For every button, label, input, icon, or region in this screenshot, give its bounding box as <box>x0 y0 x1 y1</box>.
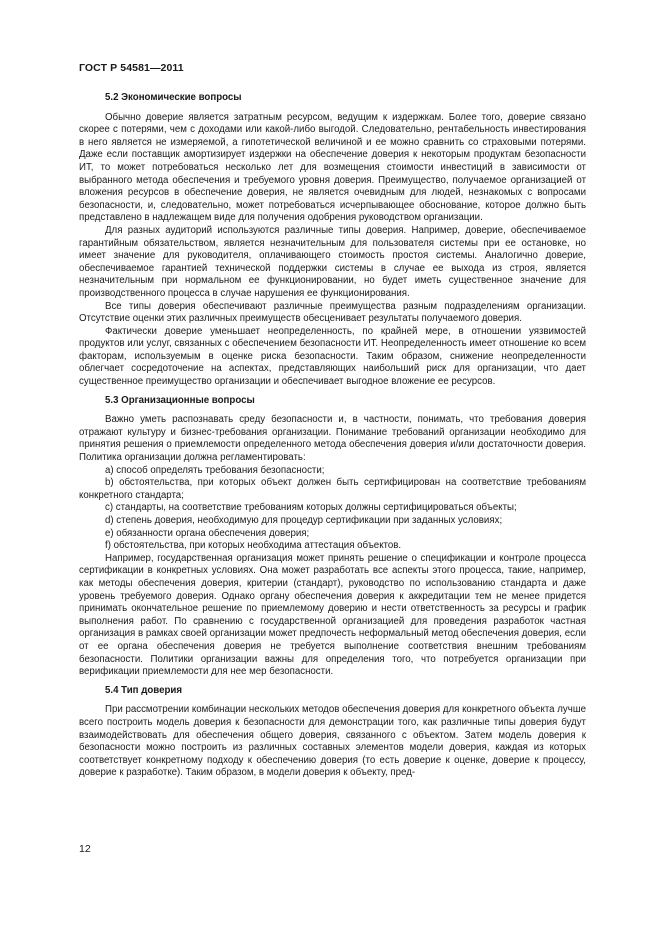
paragraph: Например, государственная организация может принять решение о спецификации и контроле процесса сертификации в конкретных условиях. Она может разработать все аспекты этого процесса, такие, например, как методы обеспечения доверия, критерии (стандарт), руководство по использованию стандарта и даже уровень требуемого доверия. Однако органу обеспечения доверия к аккредитации тем не менее придется принимать окончательное решение по приемлемому доверию и нести ответственность за ресурсы и график выполнения работ. По сравнению с государственной организацией для проведения разработок частная организация в рамках своей организации может предпочесть неформальный метод обеспечения доверия, если от ее органа обеспечения доверия не требуется выполнение соответствия внешним требованиям безопасности. Политики организации важны для определения того, что потребуется организации при верификации приемлемости для нее мер безопасности. <box>79 552 586 678</box>
paragraph: При рассмотрении комбинации нескольких методов обеспечения доверия для конкретного объекта лучше всего построить модель доверия к безопасности для демонстрации того, как различные типы доверия будут взаимодействовать для обеспечения общего доверия, связанного с объектом. Затем модель доверия к безопасности можно построить из различных составных элементов модели доверия, каждая из которых соответствует конкретному подходу к обеспечению доверия (то есть доверие к оценке, доверие к процессу, доверие к разработке). Таким образом, в модели доверия к объекту, пред- <box>79 704 586 779</box>
paragraph: Для разных аудиторий используются различные типы доверия. Например, доверие, обеспечиваемое гарантийным обязательством, является незначительным для пользователя системы при ее остановке, но имеет значение для руководителя, оплачивающего стоимость простоя системы. Аналогично доверие, обеспечиваемое гарантией технической поддержки системы в случае ее выхода из строя, является незначительным при нормальном ее функционировании, но будет иметь существенное значение для производственного процесса в случае нарушения ее функционирования. <box>79 224 586 299</box>
section-heading-5-2: 5.2 Экономические вопросы <box>105 92 242 103</box>
paragraph: Обычно доверие является затратным ресурсом, ведущим к издержкам. Более того, доверие связано скорее с потерями, чем с доходами или какой-либо выгодой. Следовательно, рентабельность инвестирования в него является не измеряемой, а гипотетической величиной и ее можно сравнить со страховыми потерями. Даже если поставщик амортизирует издержки на обеспечение доверия к некоторым продуктам безопасности ИТ, то может потребоваться несколько лет для возмещения стоимости инвестиций в зависимости от выбранного метода обеспечения и требуемого уровня доверия. Преимущество, получаемое организацией от вложения ресурсов в обеспечение доверия, не является очевидным для людей, незнакомых с вопросами безопасности, и, следовательно, может потребоваться исчерпывающее обоснование, которое должно быть представлено в надлежащем виде для получения одобрения руководством организации. <box>79 111 586 224</box>
paragraph: Фактически доверие уменьшает неопределенность, по крайней мере, в отношении уязвимостей продуктов или услуг, связанных с обеспечением безопасности ИТ. Неопределенность имеет отношение ко всем факторам, используемым в оценке риска безопасности. Таким образом, снижение неопределенности облегчает сосредоточение на аспектах, представляющих наибольший риск для организации, что дает существенное преимущество организации и обеспечивает выгодное вложение ее ресурсов. <box>79 325 586 388</box>
list-item: e) обязанности органа обеспечения доверия; <box>105 527 310 539</box>
section-heading-5-4: 5.4 Тип доверия <box>105 684 183 696</box>
list-item: a) способ определять требования безопасности; <box>105 464 325 476</box>
page-number: 12 <box>79 843 91 855</box>
list-item: c) стандарты, на соответствие требованиям которых должны сертифицироваться объекты; <box>105 502 517 514</box>
list-item: d) степень доверия, необходимую для процедур сертификации при заданных условиях; <box>105 515 503 526</box>
paragraph: Важно уметь распознавать среду безопасности и, в частности, понимать, что требования доверия отражают культуру и бизнес-требования организации. Понимание требований организации необходимо для принятия решения о приемлемости определенного метода обеспечения доверия и/или достаточности доверия. Политика организации должна регламентировать: <box>79 414 586 464</box>
document-body <box>79 92 586 780</box>
section-heading-5-3: 5.3 Организационные вопросы <box>105 394 255 406</box>
list-item: b) обстоятельства, при которых объект должен быть сертифицирован на соответствие требованиям конкретного стандарта; <box>79 477 586 501</box>
list-item: f) обстоятельства, при которых необходима аттестация объектов. <box>105 540 402 552</box>
paragraph: Все типы доверия обеспечивают различные преимущества разным подразделениям организации. Отсутствие оценки этих различных преимуществ обесценивает результаты получаемого доверия. <box>79 300 586 325</box>
document-header: ГОСТ Р 54581—2011 <box>79 62 184 74</box>
